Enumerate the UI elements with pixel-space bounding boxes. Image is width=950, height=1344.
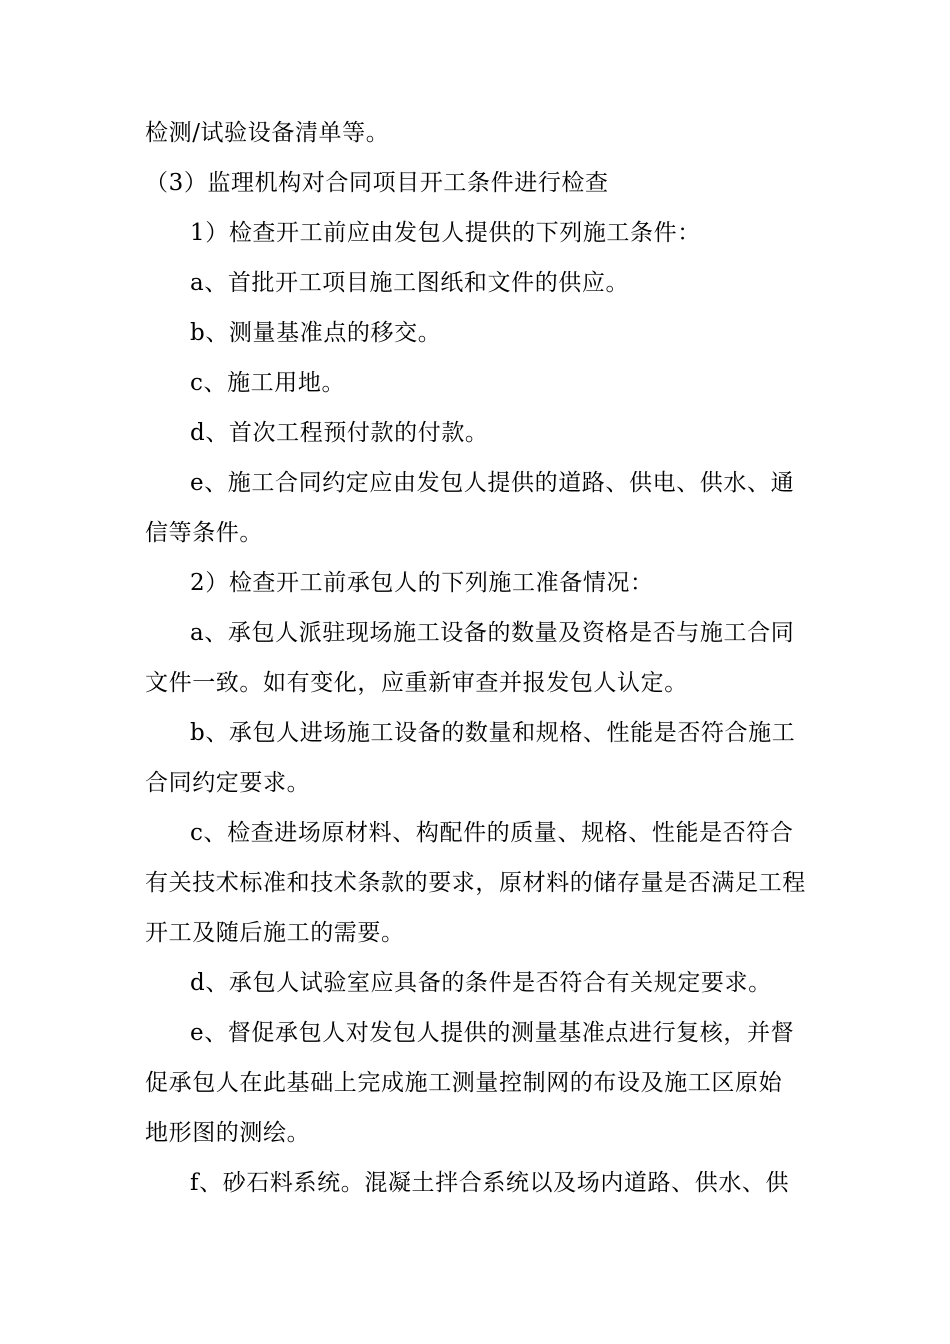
list-item: a、承包人派驻现场施工设备的数量及资格是否与施工合同: [190, 620, 795, 646]
text-line: 信等条件。: [145, 520, 263, 546]
list-item: c、施工用地。: [190, 370, 346, 396]
list-item: d、承包人试验室应具备的条件是否符合有关规定要求。: [190, 970, 772, 996]
list-item: c、检查进场原材料、构配件的质量、规格、性能是否符合: [190, 820, 794, 846]
text-line: 有关技术标准和技术条款的要求，原材料的储存量是否满足工程: [145, 870, 806, 896]
text-line: 合同约定要求。: [145, 770, 311, 796]
list-item: a、首批开工项目施工图纸和文件的供应。: [190, 270, 630, 296]
text-line: 文件一致。如有变化，应重新审查并报发包人认定。: [145, 670, 688, 696]
list-item: b、承包人进场施工设备的数量和规格、性能是否符合施工: [190, 720, 796, 746]
text-line: 检测/试验设备清单等。: [145, 120, 390, 146]
list-item: b、测量基准点的移交。: [190, 320, 442, 346]
list-item: f、砂石料系统。混凝土拌合系统以及场内道路、供水、供: [190, 1170, 790, 1196]
subsection-heading: 1）检查开工前应由发包人提供的下列施工条件：: [190, 220, 701, 246]
list-item: e、施工合同约定应由发包人提供的道路、供电、供水、通: [190, 470, 795, 496]
subsection-heading: 2）检查开工前承包人的下列施工准备情况：: [190, 570, 654, 596]
section-heading: （3）监理机构对合同项目开工条件进行检查: [145, 170, 609, 196]
list-item: e、督促承包人对发包人提供的测量基准点进行复核，并督: [190, 1020, 795, 1046]
text-line: 促承包人在此基础上完成施工测量控制网的布设及施工区原始: [145, 1070, 783, 1096]
list-item: d、首次工程预付款的付款。: [190, 420, 489, 446]
text-line: 地形图的测绘。: [145, 1120, 311, 1146]
text-line: 开工及随后施工的需要。: [145, 920, 405, 946]
